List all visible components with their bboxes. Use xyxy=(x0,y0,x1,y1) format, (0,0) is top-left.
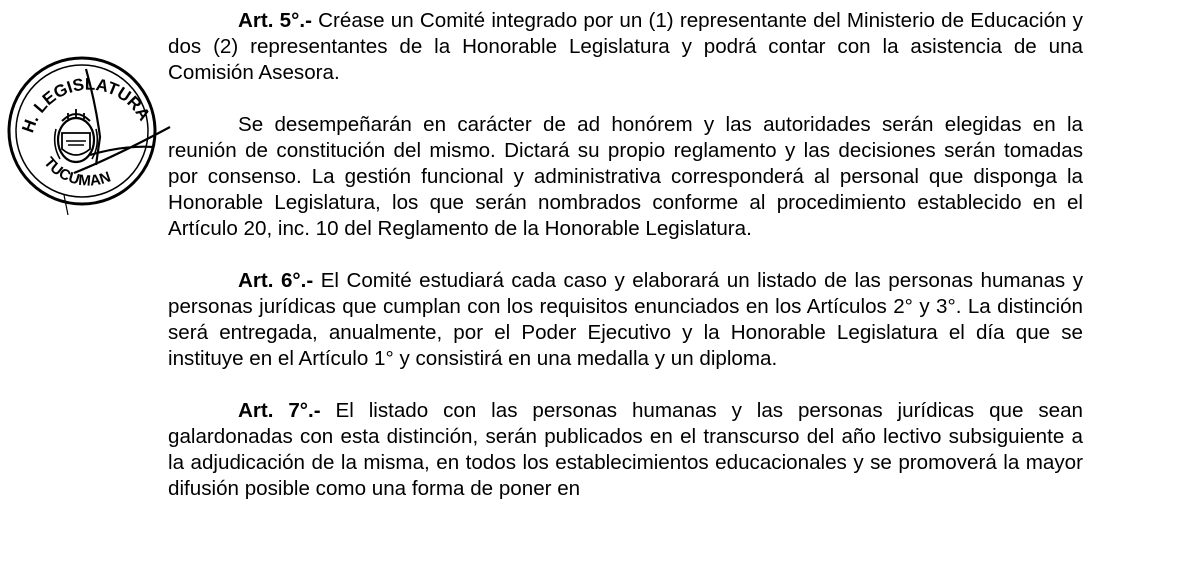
svg-text:H. LEGISLATURA: H. LEGISLATURA xyxy=(18,74,154,136)
article-7-label: Art. 7°.- xyxy=(238,399,321,422)
article-5-paragraph-2: Se desempeñarán en carácter de ad honórem y las autoridades serán elegidas en la reunión de constitución del mismo. Dictará su propio reglamento y las decisiones serán tomadas por consenso. La gestión funcional y administrativa corresponderá al personal que disponga la Honorable Legislatura, los que serán nombrados conforme al procedimiento establecido en el Artículo 20, inc. 10 del Reglamento de la Honorable Legislatura. xyxy=(168,113,1083,240)
article-6-label: Art. 6°.- xyxy=(238,269,314,292)
article-7-paragraph xyxy=(168,398,1083,502)
article-7-text: El listado con las personas humanas y las personas jurídicas que sean galardonadas con esta distinción, serán publicados en el transcurso del año lectivo subsiguiente a la adjudicación de la misma, en todos los establecimientos educacionales y se promoverá la mayor difusión posible como una forma de poner en xyxy=(168,399,1083,500)
article-6-text: El Comité estudiará cada caso y elaborará un listado de las personas humanas y personas jurídicas que cumplan con los requisitos enunciados en los Artículos 2° y 3°. La distinción será entregada, anualmente, por el Poder Ejecutivo y la Honorable Legislatura el día que se instituye en el Artículo 1° y consistirá en una medalla y un diploma. xyxy=(168,269,1083,370)
legislature-seal-stamp xyxy=(4,45,174,215)
document-body xyxy=(168,8,1083,528)
article-5-label: Art. 5°.- xyxy=(238,9,312,32)
article-5-text: Créase un Comité integrado por un (1) representante del Ministerio de Educación y dos (2) representantes de la Honorable Legislatura y podrá contar con la asistencia de una Comisión Asesora. xyxy=(168,9,1083,84)
svg-text:TUCUMAN: TUCUMAN xyxy=(40,154,113,190)
article-6-paragraph xyxy=(168,268,1083,372)
article-5-paragraph-1 xyxy=(168,8,1083,86)
